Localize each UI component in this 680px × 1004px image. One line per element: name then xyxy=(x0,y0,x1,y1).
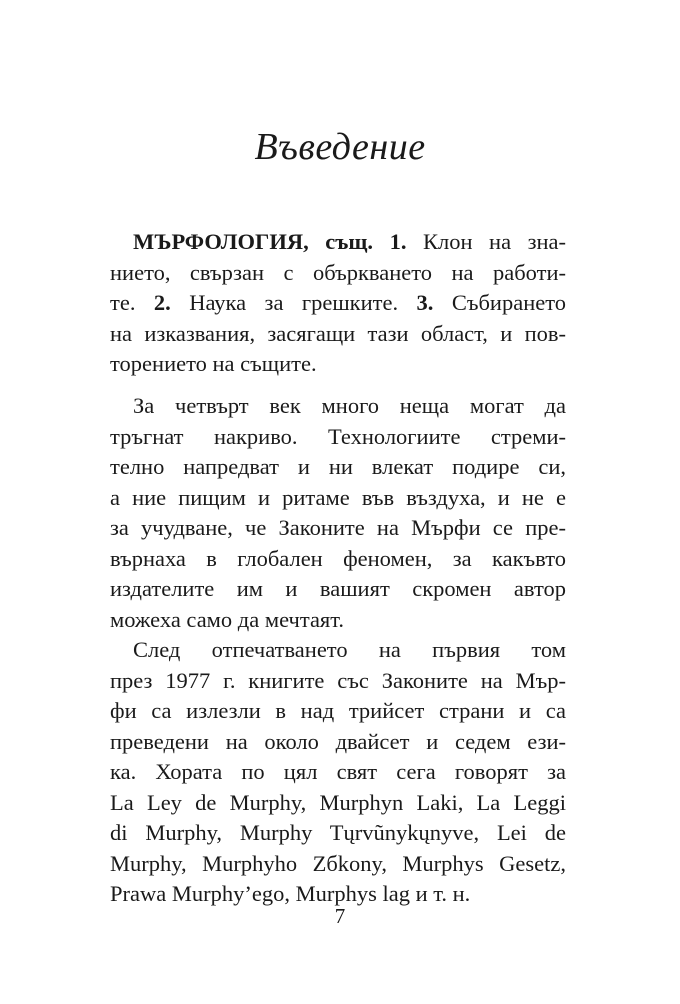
text-line: Murphy, Murphyho Zбkony, Murphys Gesetz, xyxy=(110,850,566,876)
text-line: върнаха в глобален феномен, за какъвто xyxy=(110,545,566,571)
text-line: За четвърт век много неща могат да xyxy=(133,393,566,418)
text-line: След отпечатването на първия том xyxy=(133,637,566,662)
definition-text: Събирането xyxy=(451,290,567,315)
definition-text: те. xyxy=(110,290,136,315)
definition-term: МЪРФОЛОГИЯ, същ. xyxy=(133,229,374,254)
definition-number-2: 2. xyxy=(153,290,171,315)
definition-line-5: торението на същите. xyxy=(110,351,317,376)
text-line: издателите им и вашият скромен автор xyxy=(110,576,566,601)
text-line: di Murphy, Murphy Tųrvũnykųnyve, Lei de xyxy=(110,820,566,845)
paragraph-2 xyxy=(110,635,566,910)
definition-text: Клон на зна- xyxy=(422,229,567,254)
text-line: фи са излезли в над трийсет страни и са xyxy=(110,698,566,723)
text-line: преведени на около двайсет и седем ези- xyxy=(110,728,566,754)
text-line: тръгнат накриво. Технологиите стреми- xyxy=(110,423,566,449)
page-title: Въведение xyxy=(254,126,426,168)
definition-line-2: нието, свързан с объркването на работи- xyxy=(110,259,566,285)
text-line: телно напредват и ни влекат подире си, xyxy=(110,454,566,479)
definition-number-1: 1. xyxy=(389,229,407,254)
paragraph-1 xyxy=(110,391,566,635)
definition-line-1 xyxy=(110,227,566,258)
definition-text: Наука за грешките. xyxy=(189,290,399,315)
text-line: La Ley de Murphy, Murphyn Laki, La Leggi xyxy=(110,789,566,815)
definition-line-3 xyxy=(110,288,566,319)
text-line: за учудване, че Законите на Мърфи се пре- xyxy=(110,515,566,540)
text-line: ка. Хората по цял свят сега говорят за xyxy=(110,759,566,784)
intro-text xyxy=(110,391,566,910)
definition-paragraph xyxy=(110,227,566,380)
text-line: през 1977 г. книгите със Законите на Мър- xyxy=(110,667,566,693)
text-line: а ние пищим и ритаме във въздуха, и не е xyxy=(110,484,566,510)
page-number: 7 xyxy=(334,904,346,928)
text-line: Prawa Murphy’ego, Murphys lag и т. н. xyxy=(110,881,471,906)
text-line: можеха само да мечтаят. xyxy=(110,606,345,632)
definition-number-3: 3. xyxy=(416,290,434,315)
definition-line-4: на изказвания, засягащи тази област, и пов- xyxy=(110,320,566,346)
